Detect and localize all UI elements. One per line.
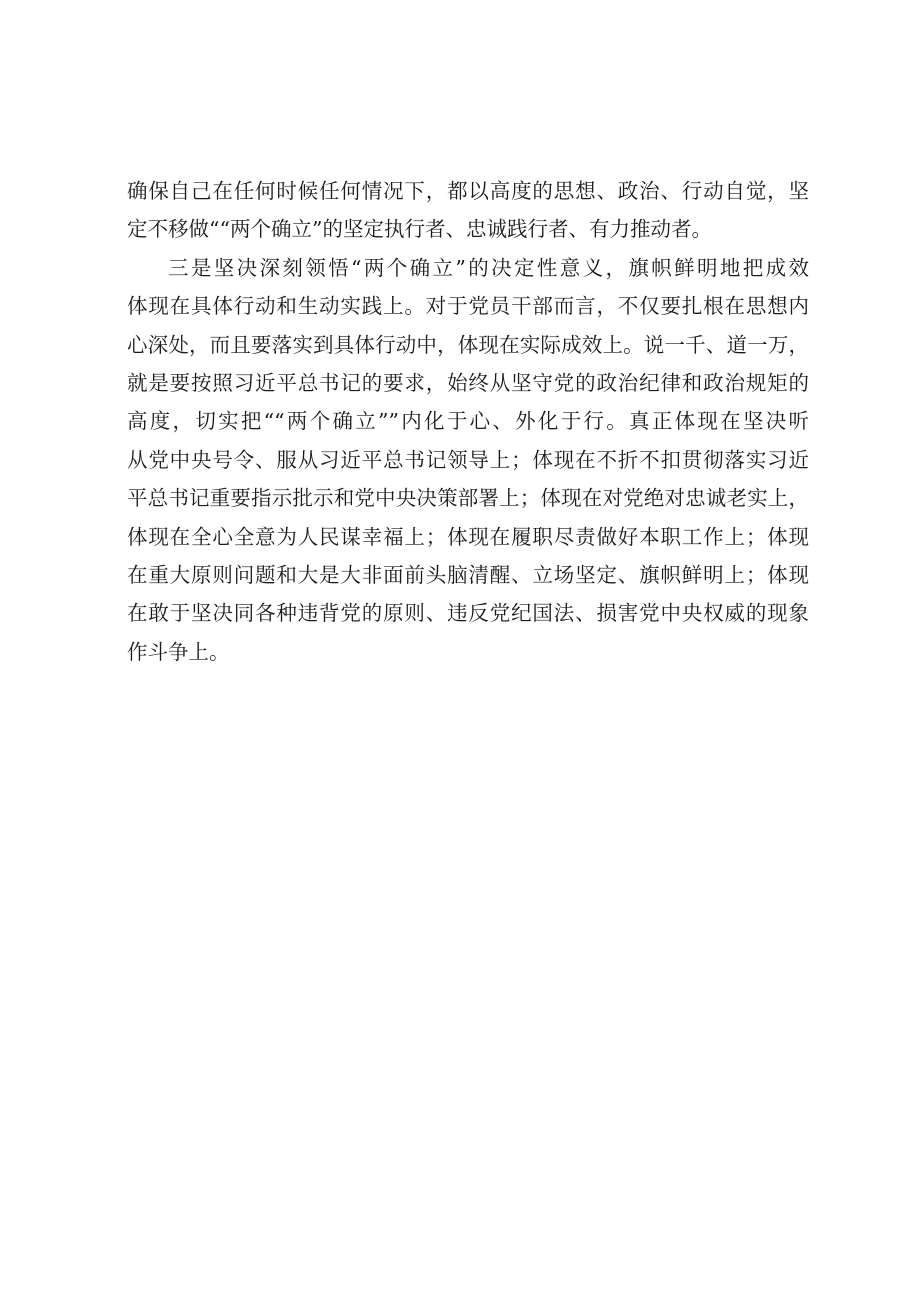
paragraph-line: 在重大原则问题和大是大非面前头脑清醒、立场坚定、旗帜鲜明上；体现 <box>127 562 809 587</box>
paragraph-1 <box>127 172 809 249</box>
paragraph-line: 确保自己在任何时候任何情况下，都以高度的思想、政治、行动自觉，坚 <box>127 179 809 203</box>
document-body <box>127 172 809 671</box>
paragraph-line: 高度，切实把““两个确立””内化于心、外化于行。真正体现在坚决听 <box>127 409 809 434</box>
paragraph-line: 作斗争上。 <box>127 639 230 664</box>
paragraph-line: 定不移做““两个确立”的坚定执行者、忠诚践行者、有力推动者。 <box>127 217 712 242</box>
paragraph-line: 就是要按照习近平总书记的要求，始终从坚守党的政治纪律和政治规矩的 <box>127 370 809 395</box>
paragraph-2 <box>127 249 809 671</box>
paragraph-line: 三是坚决深刻领悟“两个确立”的决定性意义，旗帜鲜明地把成效 <box>168 255 809 280</box>
paragraph-line: 平总书记重要指示批示和党中央决策部署上；体现在对党绝对忠诚老实上， <box>127 486 809 511</box>
paragraph-line: 从党中央号令、服从习近平总书记领导上；体现在不折不扣贯彻落实习近 <box>127 447 809 472</box>
paragraph-line: 体现在具体行动和生动实践上。对于党员干部而言，不仅要扎根在思想内 <box>127 294 809 319</box>
paragraph-line: 体现在全心全意为人民谋幸福上；体现在履职尽责做好本职工作上；体现 <box>127 524 809 549</box>
paragraph-line: 心深处，而且要落实到具体行动中，体现在实际成效上。说一千、道一万， <box>127 332 809 357</box>
paragraph-line: 在敢于坚决同各种违背党的原则、违反党纪国法、损害党中央权威的现象 <box>127 601 809 626</box>
